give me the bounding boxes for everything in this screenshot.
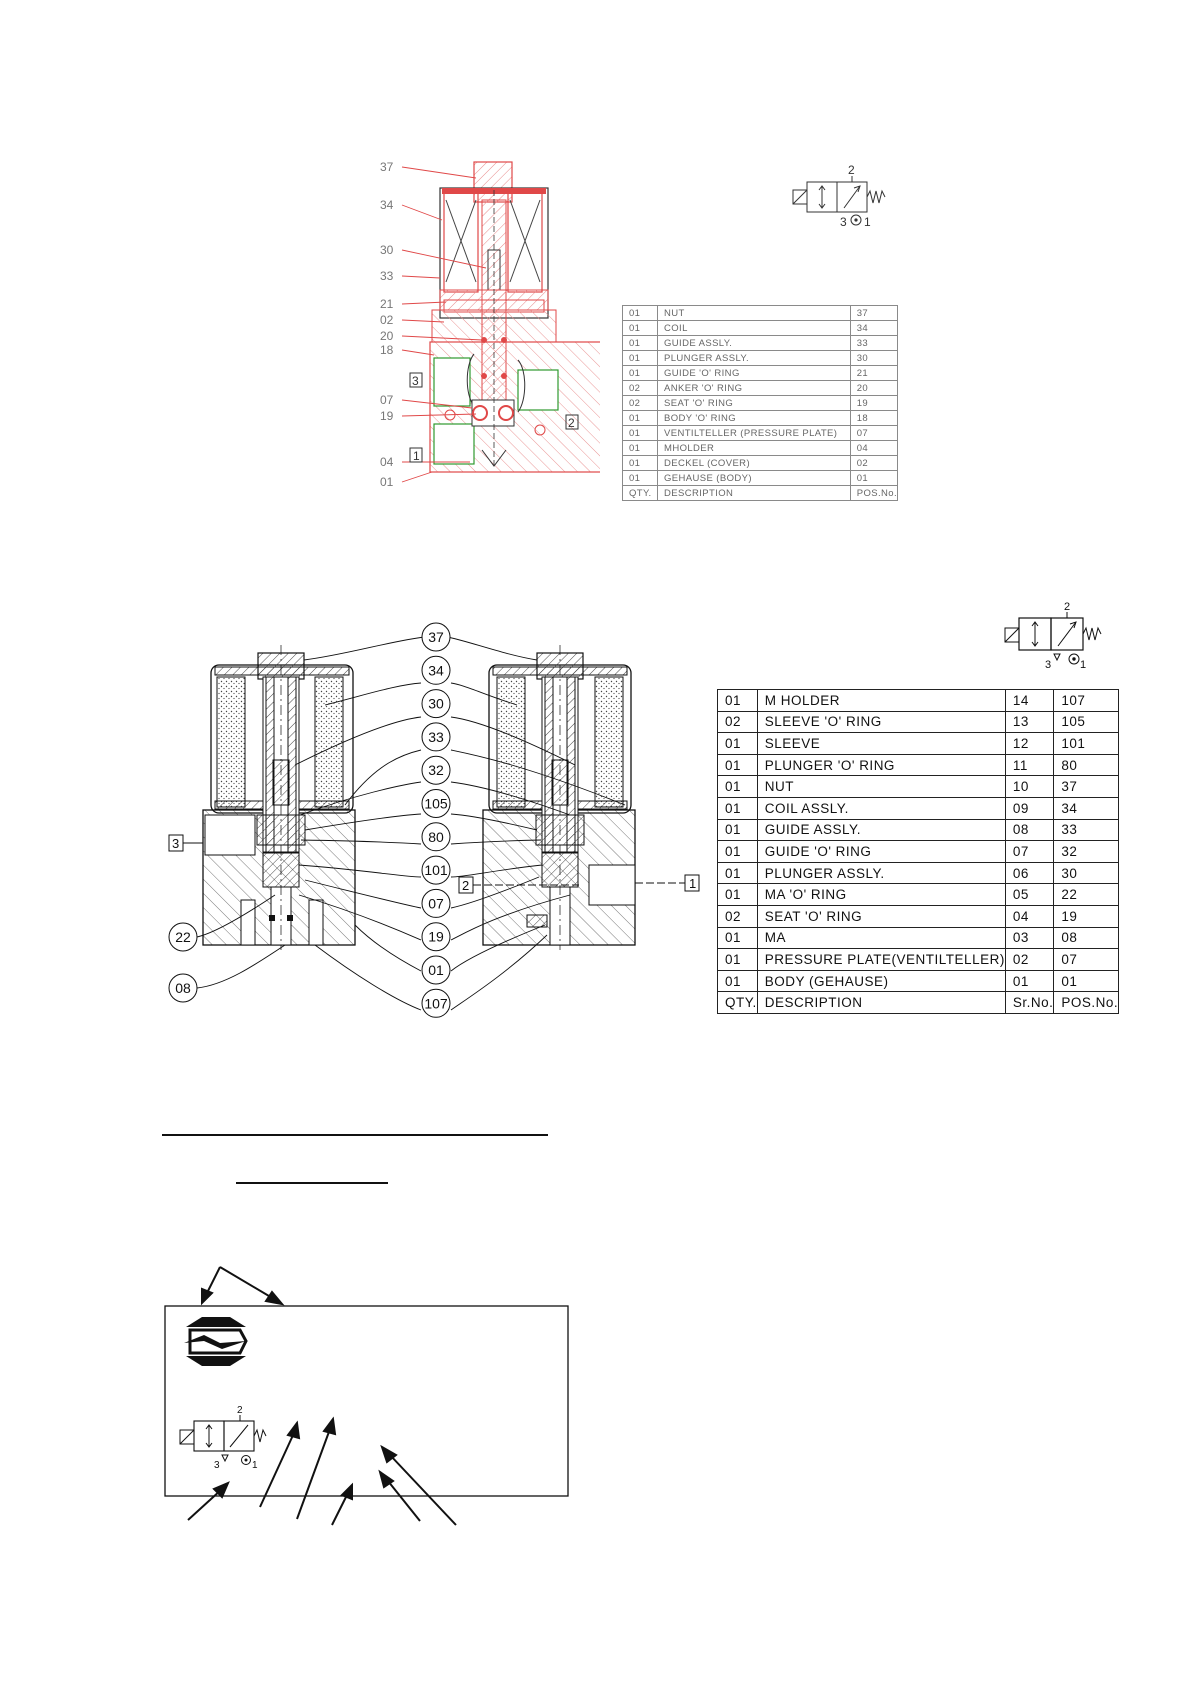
cell-sr: 11 [1005,754,1054,776]
callout-bubble-label: 105 [424,795,448,812]
cell-qty: 01 [623,426,658,441]
callout-bubble-label: 37 [428,629,444,645]
cell-qty: 01 [718,884,758,906]
cell-desc: GUIDE 'O' RING [757,841,1005,863]
cell-qty: 01 [623,441,658,456]
cell-pos: 18 [850,411,897,426]
port-label-1: 1 [413,449,420,463]
port-label-right-1: 1 [689,876,697,891]
header-pos: POS.No. [1054,992,1119,1014]
table-row [623,306,898,321]
table-row [623,396,898,411]
cell-desc: SEAT 'O' RING [757,905,1005,927]
header-qty: QTY. [718,992,758,1014]
cell-desc: GUIDE 'O' RING [658,366,851,381]
port-label-left-3: 3 [172,836,180,851]
cell-pos: 37 [1054,776,1119,798]
top-symbol-port-2: 2 [848,163,855,177]
cell-pos: 32 [1054,841,1119,863]
cell-sr: 03 [1005,927,1054,949]
callout-bubble-label: 01 [428,962,444,978]
callout-21: 21 [380,297,394,311]
cell-sr: 14 [1005,690,1054,712]
cell-desc: BODY (GEHAUSE) [757,970,1005,992]
callout-02: 02 [380,313,394,327]
table-row [623,351,898,366]
company-logo [184,1317,246,1366]
table-row [623,441,898,456]
right-valve-section [483,645,635,950]
cell-qty: 01 [718,797,758,819]
cell-pos: 34 [1054,797,1119,819]
table-row [718,841,1119,863]
cell-qty: 02 [718,711,758,733]
port-label-3: 3 [412,374,419,388]
bottom-symbol-port-1: 1 [1080,659,1087,671]
cell-qty: 01 [623,351,658,366]
table-row [623,366,898,381]
port-label-2: 2 [568,416,575,430]
table-row [718,970,1119,992]
cell-pos: 08 [1054,927,1119,949]
table-row [718,690,1119,712]
callout-bubble-label: 101 [424,862,448,879]
callout-bubble-label: 30 [428,695,444,712]
cell-pos: 30 [850,351,897,366]
top-symbol-port-1: 1 [864,215,871,229]
cell-sr: 01 [1005,970,1054,992]
cell-pos: 04 [850,441,897,456]
cell-desc: BODY 'O' RING [658,411,851,426]
bottom-parts-table [717,689,1119,1014]
callout-bubble-label: 19 [428,928,444,945]
cell-desc: SLEEVE [757,733,1005,755]
callout-bubble-label: 32 [428,762,444,779]
table-header-row [623,486,898,501]
cell-desc: SLEEVE 'O' RING [757,711,1005,733]
cell-qty: 01 [718,949,758,971]
cell-sr: 09 [1005,797,1054,819]
cell-qty: 01 [623,471,658,486]
cell-desc: PRESSURE PLATE(VENTILTELLER) [757,949,1005,971]
subheading-underline [236,1182,388,1184]
cell-pos: 30 [1054,862,1119,884]
callout-20: 20 [380,329,394,343]
cell-desc: PLUNGER ASSLY. [757,862,1005,884]
cell-pos: 105 [1054,711,1119,733]
cell-qty: 01 [718,970,758,992]
bottom-symbol-port-2: 2 [1064,601,1071,613]
callout-bubble-label: 08 [175,980,191,996]
table-row [718,776,1119,798]
cell-desc: PLUNGER 'O' RING [757,754,1005,776]
cell-desc: MA [757,927,1005,949]
table-row [718,949,1119,971]
cell-qty: 01 [623,306,658,321]
cell-qty: 02 [718,905,758,927]
callout-bubble-label: 34 [428,662,444,679]
label-symbol-port-2: 2 [237,1405,243,1416]
callout-bubble-label: 07 [428,895,444,912]
table-row [718,819,1119,841]
cell-pos: 21 [850,366,897,381]
callout-bubble-label: 33 [428,728,444,745]
table-row [718,797,1119,819]
table-row [623,411,898,426]
table-row [718,862,1119,884]
cell-pos: 07 [850,426,897,441]
label-valve-symbol [180,1405,266,1471]
cell-sr: 05 [1005,884,1054,906]
callout-30: 30 [380,243,394,257]
cell-qty: 01 [718,690,758,712]
table-row [718,884,1119,906]
callout-19: 19 [380,409,394,423]
port-label-mid-2: 2 [462,878,470,893]
cell-qty: 01 [623,366,658,381]
cell-desc: PLUNGER ASSLY. [658,351,851,366]
cell-qty: 01 [623,456,658,471]
cell-qty: 01 [718,776,758,798]
top-symbol-port-3: 3 [840,215,847,229]
cell-pos: 01 [850,471,897,486]
cell-qty: 01 [623,321,658,336]
label-box-diagram [160,1255,580,1535]
cell-pos: 34 [850,321,897,336]
cell-desc: GEHAUSE (BODY) [658,471,851,486]
cell-qty: 01 [623,411,658,426]
cell-qty: 02 [623,396,658,411]
table-row [623,471,898,486]
cell-qty: 02 [623,381,658,396]
table-row [718,905,1119,927]
cell-desc: GUIDE ASSLY. [757,819,1005,841]
cell-pos: 37 [850,306,897,321]
table-row [718,927,1119,949]
cell-sr: 08 [1005,819,1054,841]
cell-desc: GUIDE ASSLY. [658,336,851,351]
cell-desc: MHOLDER [658,441,851,456]
cell-desc: COIL [658,321,851,336]
cell-pos: 07 [1054,949,1119,971]
table-row [623,426,898,441]
callout-18: 18 [380,343,394,357]
cell-qty: 01 [718,819,758,841]
callout-01: 01 [380,475,394,489]
cell-desc: COIL ASSLY. [757,797,1005,819]
callout-04: 04 [380,455,394,469]
header-qty: QTY. [623,486,658,501]
header-desc: DESCRIPTION [658,486,851,501]
top-cross-section-drawing [370,150,600,520]
table-row [623,321,898,336]
cell-desc: VENTILTELLER (PRESSURE PLATE) [658,426,851,441]
cell-pos: 01 [1054,970,1119,992]
cell-desc: DECKEL (COVER) [658,456,851,471]
table-row [718,733,1119,755]
cell-pos: 02 [850,456,897,471]
table-header-row [718,992,1119,1014]
table-row [718,754,1119,776]
cell-qty: 01 [718,927,758,949]
cell-pos: 33 [1054,819,1119,841]
cell-desc: MA 'O' RING [757,884,1005,906]
cell-qty: 01 [623,336,658,351]
cell-sr: 02 [1005,949,1054,971]
cell-desc: SEAT 'O' RING [658,396,851,411]
callout-34: 34 [380,198,394,212]
callout-37: 37 [380,160,394,174]
header-pos: POS.No. [850,486,897,501]
header-sr: Sr.No. [1005,992,1054,1014]
cell-sr: 04 [1005,905,1054,927]
cell-pos: 19 [1054,905,1119,927]
cell-desc: ANKER 'O' RING [658,381,851,396]
callout-bubble-label: 22 [175,929,191,945]
cell-pos: 20 [850,381,897,396]
table-row [623,456,898,471]
table-row [718,711,1119,733]
cell-sr: 13 [1005,711,1054,733]
cell-pos: 33 [850,336,897,351]
bottom-valve-symbol [1002,600,1112,672]
table-row [623,381,898,396]
cell-desc: M HOLDER [757,690,1005,712]
section-heading-underline [162,1134,548,1136]
cell-pos: 107 [1054,690,1119,712]
callout-bubble-label: 107 [424,995,448,1012]
cell-qty: 01 [718,841,758,863]
top-valve-symbol [790,162,900,232]
label-symbol-port-1: 1 [252,1460,258,1471]
cell-sr: 12 [1005,733,1054,755]
cell-desc: NUT [658,306,851,321]
cell-pos: 80 [1054,754,1119,776]
cell-pos: 101 [1054,733,1119,755]
cell-desc: NUT [757,776,1005,798]
label-symbol-port-3: 3 [214,1460,220,1471]
bottom-symbol-port-3: 3 [1045,659,1052,671]
top-parts-table [622,305,898,501]
callout-07: 07 [380,393,394,407]
cell-sr: 10 [1005,776,1054,798]
cell-pos: 22 [1054,884,1119,906]
cell-sr: 06 [1005,862,1054,884]
callout-bubble-label: 80 [428,828,444,845]
cell-qty: 01 [718,754,758,776]
cell-qty: 01 [718,862,758,884]
left-valve-section [203,645,355,950]
cell-sr: 07 [1005,841,1054,863]
header-desc: DESCRIPTION [757,992,1005,1014]
cell-qty: 01 [718,733,758,755]
bottom-cross-section-drawing [165,615,710,1035]
callout-33: 33 [380,269,394,283]
table-row [623,336,898,351]
cell-pos: 19 [850,396,897,411]
